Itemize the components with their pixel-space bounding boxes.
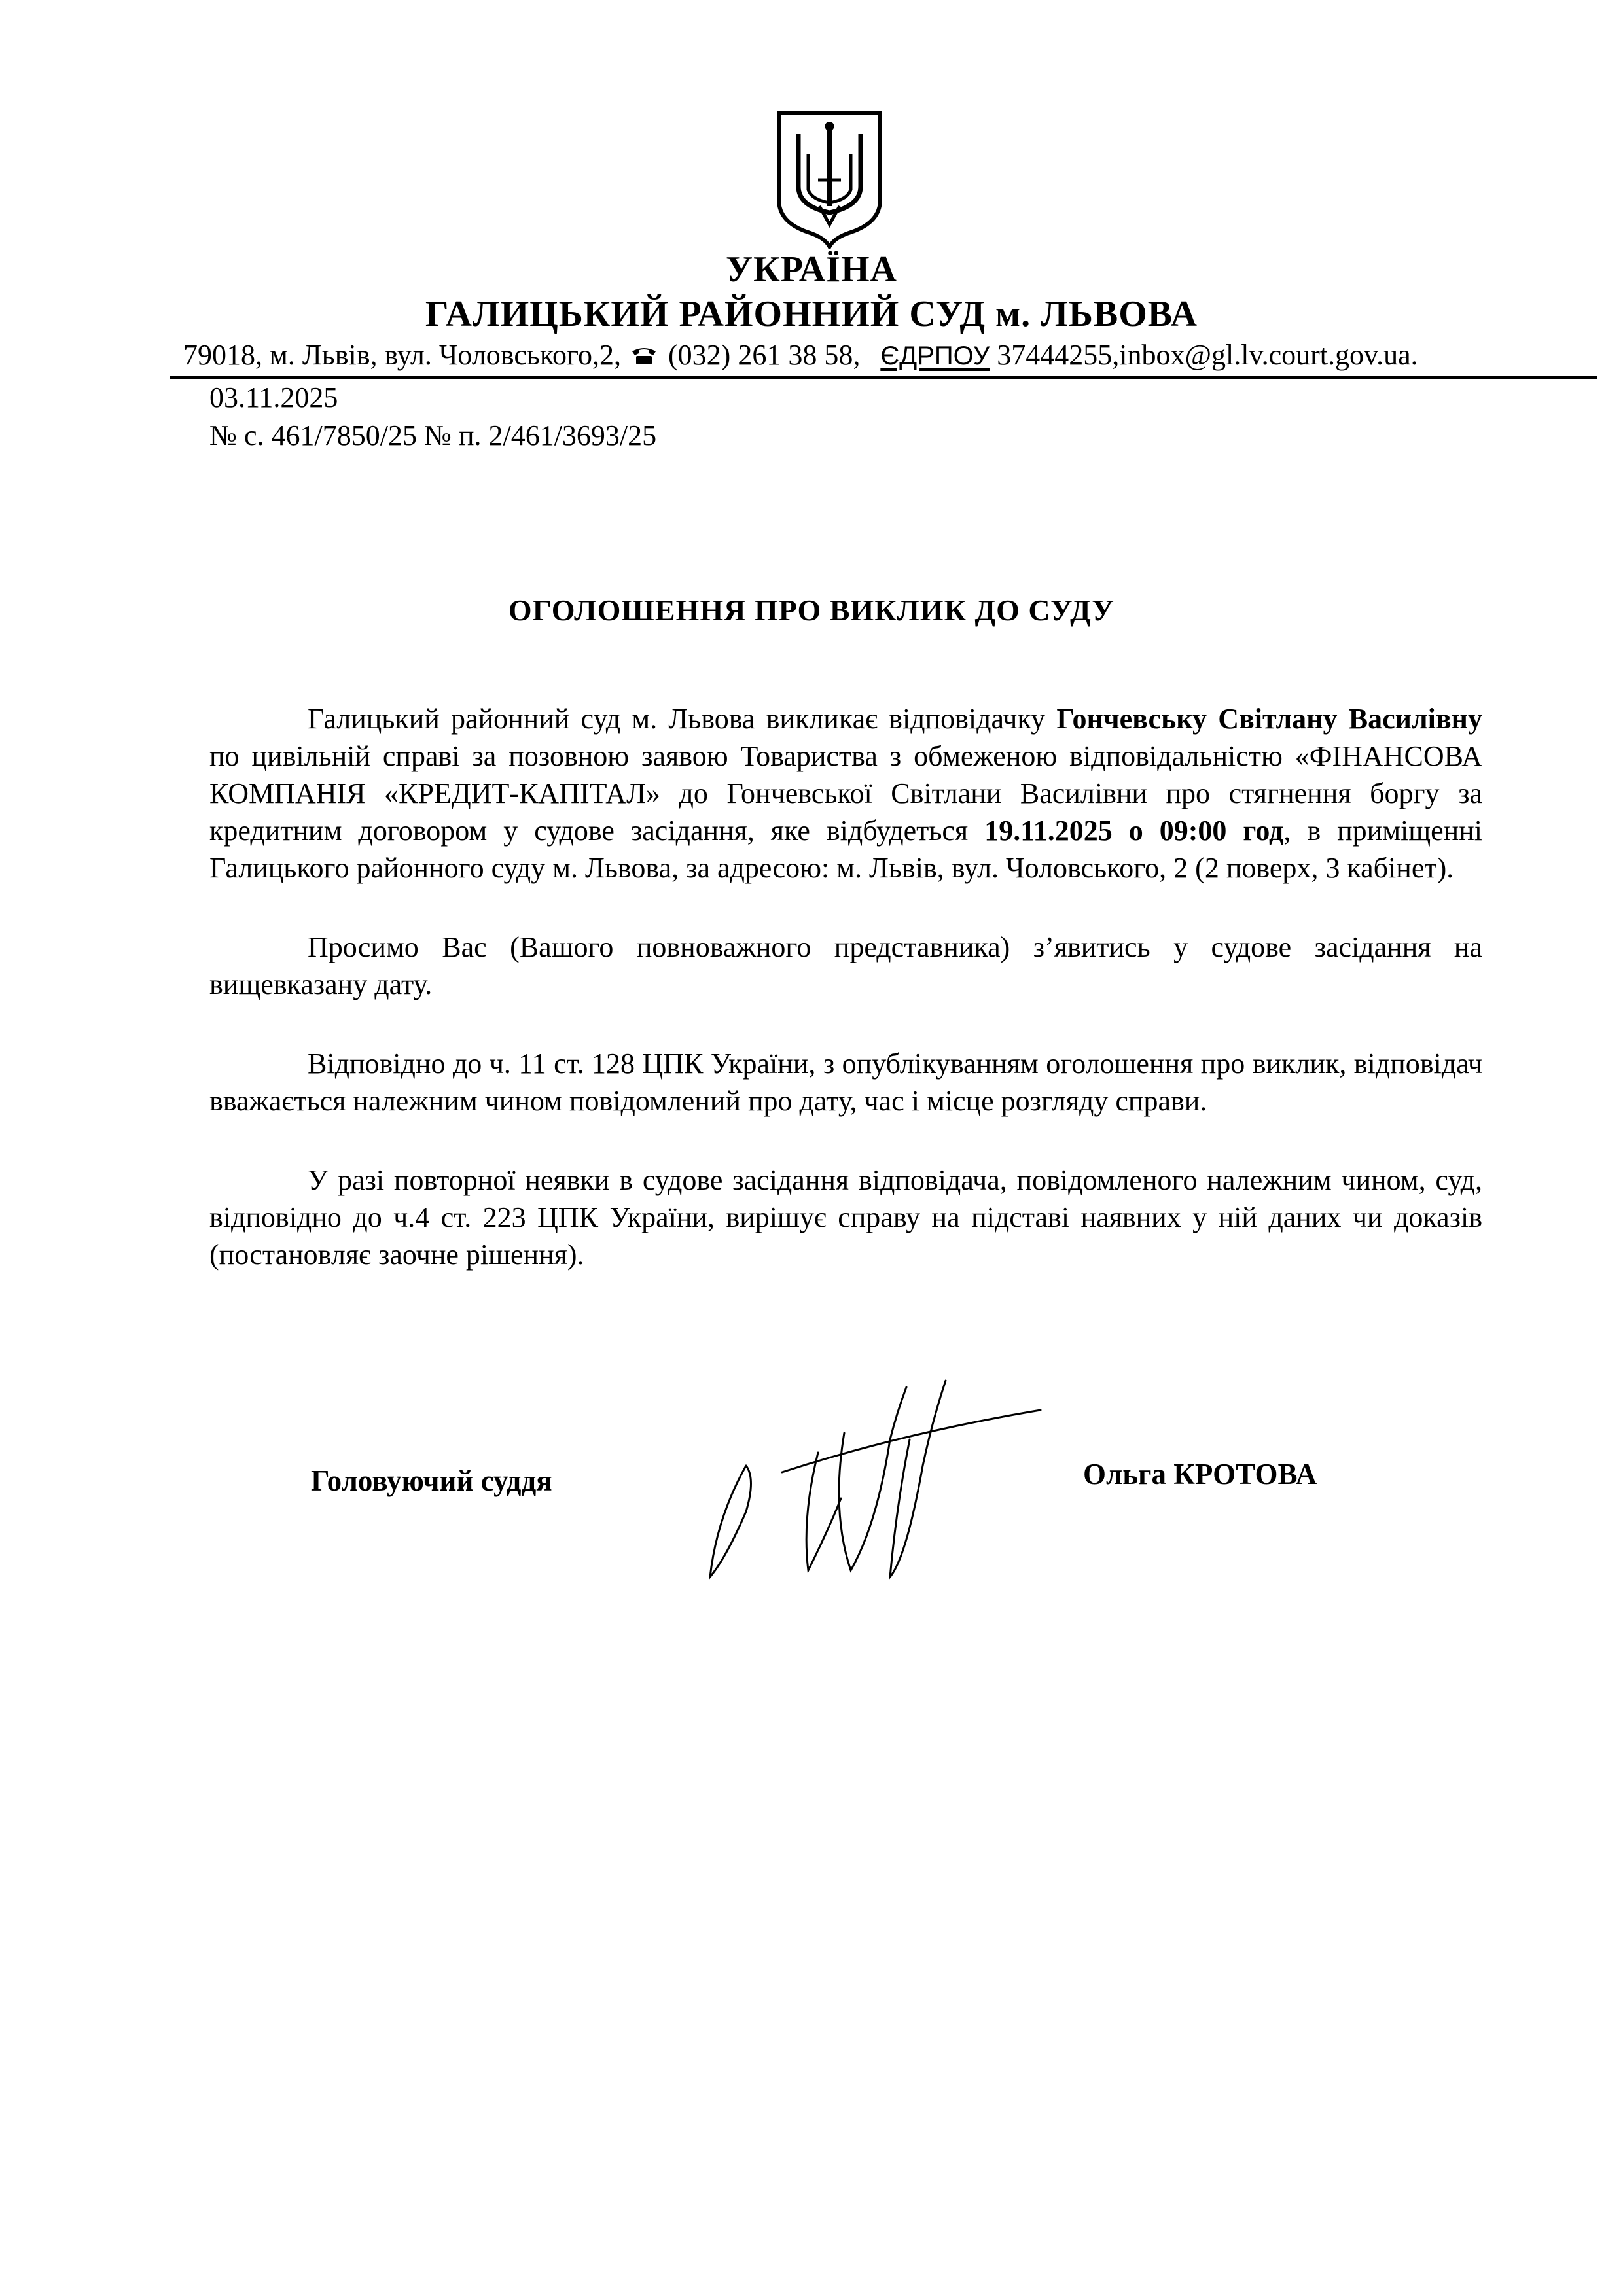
summons-text-b: по цивільній справі за позовною заявою Товариства з обмеженою відповідальністю «ФІНАНСОВА КОМПАНІЯ «КРЕДИТ-КАПІТАЛ» до Гончевської Світлани Василівни про стягнення боргу за кредитним договором у судове засідання, яке відбудеться xyxy=(209,740,1482,847)
court-contacts xyxy=(183,337,1590,374)
edrpou-label: ЄДРПОУ xyxy=(880,342,990,370)
telephone-icon xyxy=(631,345,657,366)
case-number: № с. 461/7850/25 № п. 2/461/3693/25 xyxy=(209,419,657,451)
header-divider xyxy=(170,376,1597,379)
paragraph-summons xyxy=(209,700,1482,887)
hearing-datetime: 19.11.2025 о 09:00 год xyxy=(984,815,1284,847)
summons-text-a: Галицький районний суд м. Львова викликає відповідачку xyxy=(308,703,1057,735)
document-title: ОГОЛОШЕННЯ ПРО ВИКЛИК ДО СУДУ xyxy=(508,593,1115,627)
paragraph-absence: У разі повторної неявки в судове засідання відповідача, повідомленого належним чином, суд, відповідно до ч.4 ст. 223 ЦПК України, вирішує справу на підставі наявних у ній даних чи доказів (постановляє заочне рішення). xyxy=(209,1164,1482,1271)
court-name: ГАЛИЦЬКИЙ РАЙОННИЙ СУД м. ЛЬВОВА xyxy=(425,294,1198,334)
handwritten-signature xyxy=(654,1361,1060,1610)
country-title: УКРАЇНА xyxy=(726,249,897,290)
edrpou-and-email: 37444255,inbox@gl.lv.court.gov.ua. xyxy=(997,339,1418,371)
signatory-role: Головуючий суддя xyxy=(311,1464,552,1497)
judge-name: Ольга КРОТОВА xyxy=(1083,1458,1317,1491)
paragraph-legal-basis: Відповідно до ч. 11 ст. 128 ЦПК України, з опублікуванням оголошення про виклик, відповідач вважається належним чином повідомлений про дату, час і місце розгляду справи. xyxy=(209,1048,1482,1117)
document-body xyxy=(209,700,1482,1315)
defendant-name: Гончевську Світлану Василівну xyxy=(1056,703,1482,735)
paragraph-request: Просимо Вас (Вашого повноважного представника) з’явитись у судове засідання на вищевказану дату. xyxy=(209,931,1482,1000)
court-address: 79018, м. Львів, вул. Чоловського,2, xyxy=(183,339,622,371)
court-phone: (032) 261 38 58, xyxy=(668,339,861,371)
summons-text-c: , в приміщенні Галицького районного суду м. Львова, за адресою: м. Львів, вул. Чоловського, 2 (2 поверх, 3 кабінет). xyxy=(209,815,1482,884)
coat-of-arms-icon xyxy=(772,108,887,249)
document-date: 03.11.2025 xyxy=(209,381,338,414)
